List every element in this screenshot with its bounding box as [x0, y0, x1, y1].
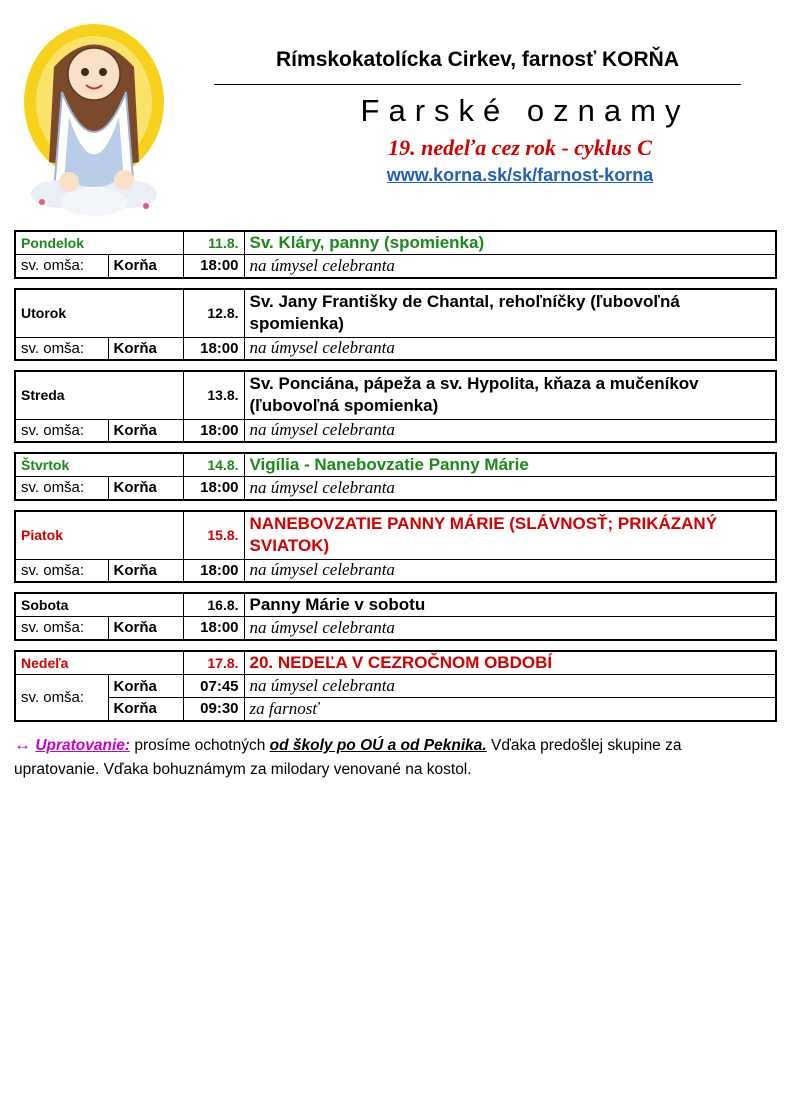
mass-intention: na úmysel celebranta — [244, 477, 776, 500]
mass-intention: na úmysel celebranta — [244, 675, 776, 698]
day-table-sunday — [14, 650, 777, 722]
mass-intention: na úmysel celebranta — [244, 337, 776, 360]
mass-place: Korňa — [108, 477, 183, 500]
mass-place: Korňa — [108, 255, 183, 278]
day-date: 15.8. — [183, 511, 244, 559]
mass-label: sv. omša: — [15, 675, 108, 721]
mass-time: 07:45 — [183, 675, 244, 698]
day-table-saturday — [14, 592, 777, 641]
day-name: Štvrtok — [15, 453, 183, 477]
feast-title: Panny Márie v sobotu — [244, 593, 776, 617]
mass-time: 18:00 — [183, 255, 244, 278]
day-date: 16.8. — [183, 593, 244, 617]
mass-time: 18:00 — [183, 559, 244, 582]
mass-label: sv. omša: — [15, 337, 108, 360]
notice-text-1: prosíme ochotných — [130, 737, 270, 754]
day-table-monday — [14, 230, 777, 279]
notice-text-2: Vďaka predošlej skupine za upratovanie. Vďaka bohuznámym za milodary venované na kostol. — [14, 737, 682, 778]
day-date: 14.8. — [183, 453, 244, 477]
liturgical-week: 19. nedeľa cez rok - cyklus C — [388, 135, 652, 160]
day-name: Utorok — [15, 289, 183, 337]
mass-label: sv. omša: — [15, 419, 108, 442]
day-date: 11.8. — [183, 231, 244, 255]
feast-title: Sv. Kláry, panny (spomienka) — [244, 231, 776, 255]
notice-label: Upratovanie: — [35, 737, 131, 754]
mass-time: 18:00 — [183, 477, 244, 500]
day-table-thursday — [14, 452, 777, 501]
mass-intention: na úmysel celebranta — [244, 617, 776, 640]
parish-title: Rímskokatolícka Cirkev, farnosť KORŇA — [276, 48, 679, 71]
mass-place: Korňa — [108, 419, 183, 442]
day-name: Piatok — [15, 511, 183, 559]
mass-place: Korňa — [108, 698, 183, 721]
feast-title: 20. NEDEĽA V CEZROČNOM OBDOBÍ — [244, 651, 776, 675]
mass-label: sv. omša: — [15, 617, 108, 640]
mass-time: 18:00 — [183, 337, 244, 360]
feast-title: Vigília - Nanebovzatie Panny Márie — [244, 453, 776, 477]
mass-label: sv. omša: — [15, 477, 108, 500]
cleaning-notice — [14, 733, 754, 782]
double-arrow-icon: ↔ — [14, 735, 31, 754]
day-date: 12.8. — [183, 289, 244, 337]
day-date: 17.8. — [183, 651, 244, 675]
feast-title: NANEBOVZATIE PANNY MÁRIE (SLÁVNOSŤ; PRIKÁZANÝ SVIATOK) — [244, 511, 776, 559]
mass-time: 18:00 — [183, 617, 244, 640]
madonna-illustration — [14, 22, 174, 220]
day-name: Streda — [15, 371, 183, 419]
mass-place: Korňa — [108, 675, 183, 698]
day-table-friday — [14, 510, 777, 583]
day-table-tuesday — [14, 288, 777, 361]
header-divider — [214, 84, 741, 85]
mass-time: 09:30 — [183, 698, 244, 721]
day-name: Nedeľa — [15, 651, 183, 675]
mass-intention: na úmysel celebranta — [244, 559, 776, 582]
mass-place: Korňa — [108, 617, 183, 640]
feast-title: Sv. Ponciána, pápeža a sv. Hypolita, kňaza a mučeníkov (ľubovoľná spomienka) — [244, 371, 776, 419]
day-date: 13.8. — [183, 371, 244, 419]
day-table-wednesday — [14, 370, 777, 443]
mass-time: 18:00 — [183, 419, 244, 442]
day-name: Pondelok — [15, 231, 183, 255]
mass-label: sv. omša: — [15, 559, 108, 582]
day-name: Sobota — [15, 593, 183, 617]
mass-place: Korňa — [108, 559, 183, 582]
mass-intention: na úmysel celebranta — [244, 419, 776, 442]
mass-intention: na úmysel celebranta — [244, 255, 776, 278]
bulletin-title: Farské oznamy — [360, 93, 690, 128]
notice-area: od školy po OÚ a od Peknika. — [269, 737, 487, 754]
mass-label: sv. omša: — [15, 255, 108, 278]
feast-title: Sv. Jany Františky de Chantal, rehoľníčky (ľubovoľná spomienka) — [244, 289, 776, 337]
parish-website-link[interactable]: www.korna.sk/sk/farnost-korna — [386, 165, 654, 185]
mass-intention: za farnosť — [244, 698, 776, 721]
mass-place: Korňa — [108, 337, 183, 360]
